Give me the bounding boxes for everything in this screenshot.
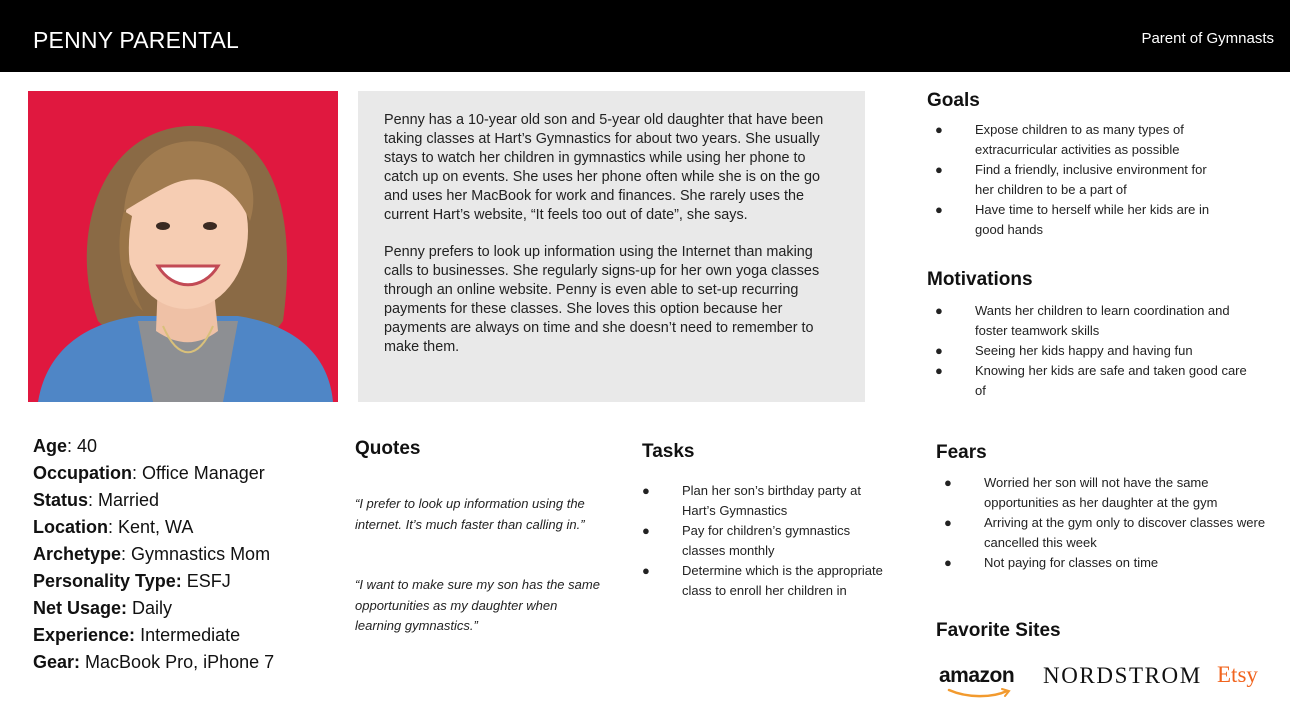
list-item: ● Seeing her kids happy and having fun xyxy=(935,343,1193,358)
persona-name: PENNY PARENTAL xyxy=(33,27,240,53)
fact-net-usage: Net Usage: Daily xyxy=(33,598,173,618)
tasks-title: Tasks xyxy=(642,441,695,462)
tasks-list xyxy=(634,481,894,601)
motivations-title: Motivations xyxy=(927,269,1033,290)
fact-age: Age: 40 xyxy=(33,436,98,456)
list-item: ● Have time to herself while her kids are in good hands xyxy=(935,202,1210,237)
fact-personality: Personality Type: ESFJ xyxy=(33,571,231,591)
list-item: ● Knowing her kids are safe and taken good care of xyxy=(935,363,1247,398)
bio-paragraph-2: Penny prefers to look up information using the Internet than making calls to businesses. She regularly signs-up for her own yoga classes through an online website. Penny is even able to set-up recurring payments for these classes. She loves this option because her payments are always on time and she doesn’t need to remember to make them. xyxy=(384,244,820,355)
persona-facts xyxy=(33,433,274,676)
quote-2: “I want to make sure my son has the same opportunities as my daughter when learning gymnastics.” xyxy=(355,577,600,633)
persona-role: Parent of Gymnasts xyxy=(1141,30,1274,47)
fact-archetype: Archetype: Gymnastics Mom xyxy=(33,544,271,564)
motivations-list xyxy=(927,301,1272,401)
quote-1: “I prefer to look up information using the internet. It’s much faster than calling in.” xyxy=(355,496,585,532)
amazon-smile-icon xyxy=(947,688,1017,698)
list-item: ● Arriving at the gym only to discover classes were cancelled this week xyxy=(944,515,1266,550)
list-item: ● Plan her son’s birthday party at Hart’s Gymnastics xyxy=(642,483,861,518)
fact-location: Location: Kent, WA xyxy=(33,517,194,537)
quotes-title: Quotes xyxy=(355,438,421,459)
amazon-logo[interactable]: amazon xyxy=(939,664,1019,700)
list-item: ● Find a friendly, inclusive environment for her children to be a part of xyxy=(935,162,1207,197)
favorite-sites-title: Favorite Sites xyxy=(936,620,1061,641)
goals-list xyxy=(927,120,1267,240)
fears-title: Fears xyxy=(936,442,987,463)
bio-paragraph-1: Penny has a 10-year old son and 5-year old daughter that have been taking classes at Hart’s Gymnastics for about two years. She usually stays to watch her children in gymnastics while using her phone to catch up on events. She uses her phone often while she is on the go and uses her MacBook for work and finances. She rarely uses the current Hart’s website, “It feels too out of date”, she says. xyxy=(384,112,824,223)
list-item: ● Wants her children to learn coordination and foster teamwork skills xyxy=(935,303,1230,338)
list-item: ● Determine which is the appropriate class to enroll her children in xyxy=(642,563,883,598)
fact-gear: Gear: MacBook Pro, iPhone 7 xyxy=(33,652,275,672)
etsy-logo[interactable]: Etsy xyxy=(1217,662,1258,687)
fact-occupation: Occupation: Office Manager xyxy=(33,463,265,483)
nordstrom-logo[interactable]: NORDSTROM xyxy=(1043,663,1202,688)
header-bar xyxy=(0,0,1290,72)
fact-experience: Experience: Intermediate xyxy=(33,625,241,645)
list-item: ● Expose children to as many types of extracurricular activities as possible xyxy=(935,122,1184,157)
goals-title: Goals xyxy=(927,90,980,111)
list-item: ● Worried her son will not have the same opportunities as her daughter at the gym xyxy=(944,475,1218,510)
list-item: ● Pay for children’s gymnastics classes monthly xyxy=(642,523,851,558)
bio-panel xyxy=(358,91,865,402)
list-item: ● Not paying for classes on time xyxy=(944,555,1159,570)
portrait-illustration xyxy=(28,91,338,402)
fact-status: Status: Married xyxy=(33,490,160,510)
persona-photo xyxy=(28,91,338,402)
fears-list xyxy=(936,473,1276,573)
